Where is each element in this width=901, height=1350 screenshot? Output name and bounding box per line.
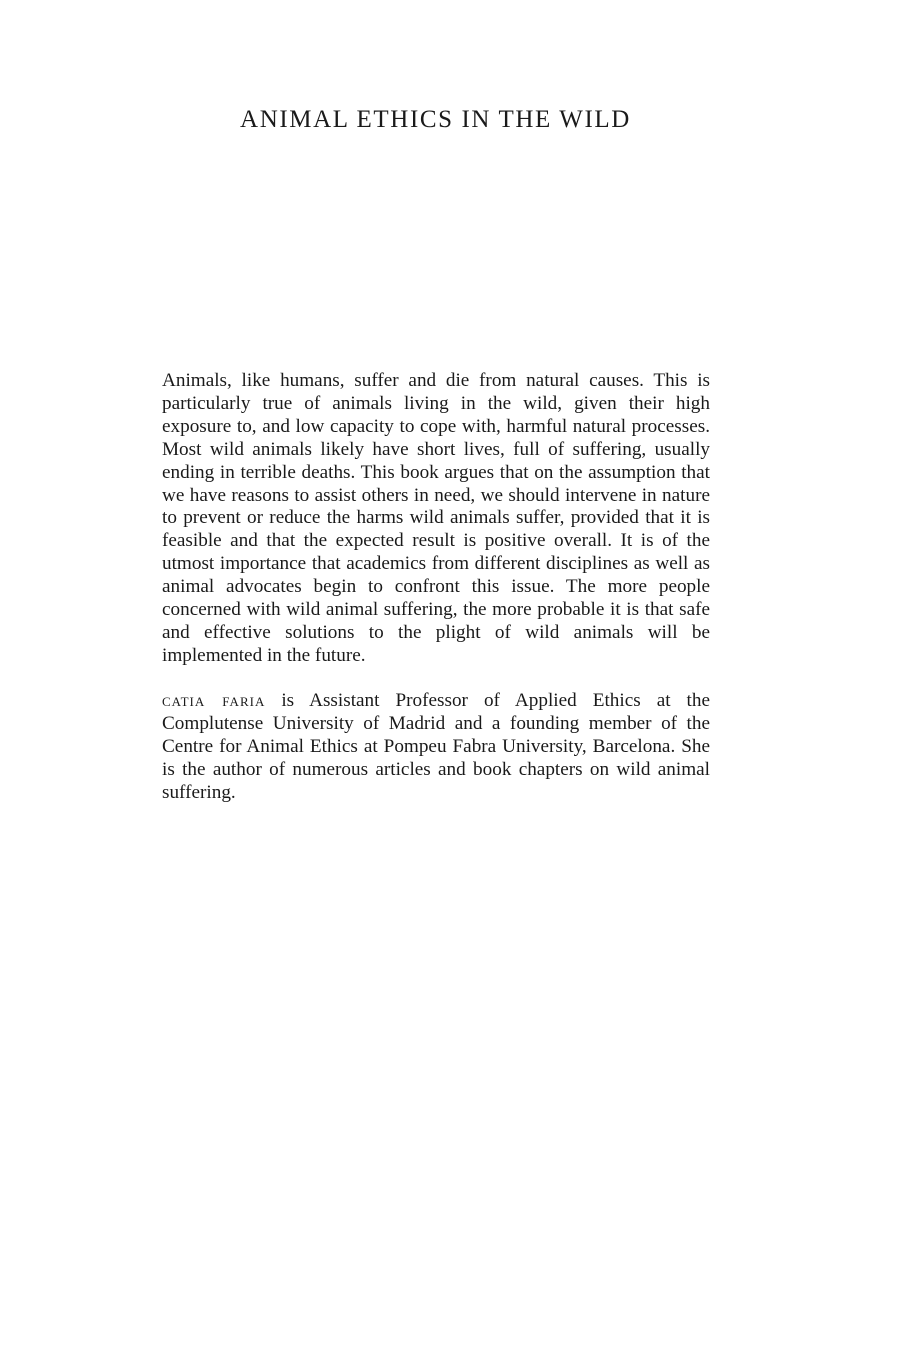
author-bio [162, 690, 710, 805]
author-name: catia faria [162, 690, 266, 711]
book-blurb: Animals, like humans, suffer and die from natural causes. This is particularly true of animals living in the wild, given their high exposure to, and low capacity to cope with, harmful natural processes. Most wild animals likely have short lives, full of suffering, usually ending in terrible deaths. This book argues that on the assumption that we have reasons to assist others in need, we should intervene in nature to prevent or reduce the harms wild animals suffer, provided that it is feasible and that the expected result is positive overall. It is of the utmost importance that academics from different disciplines as well as animal advocates begin to confront this issue. The more people concerned with wild animal suffering, the more probable it is that safe and effective solutions to the plight of wild animals will be implemented in the future. [162, 370, 710, 666]
author-bio-text: is Assistant Professor of Applied Ethics at the Complutense University of Madrid and a founding member of the Centre for Animal Ethics at Pompeu Fabra University, Barcelona. She is the author of numerous articles and book chapters on wild animal suffering. [162, 690, 710, 803]
page-title: ANIMAL ETHICS IN THE WILD [240, 106, 631, 133]
